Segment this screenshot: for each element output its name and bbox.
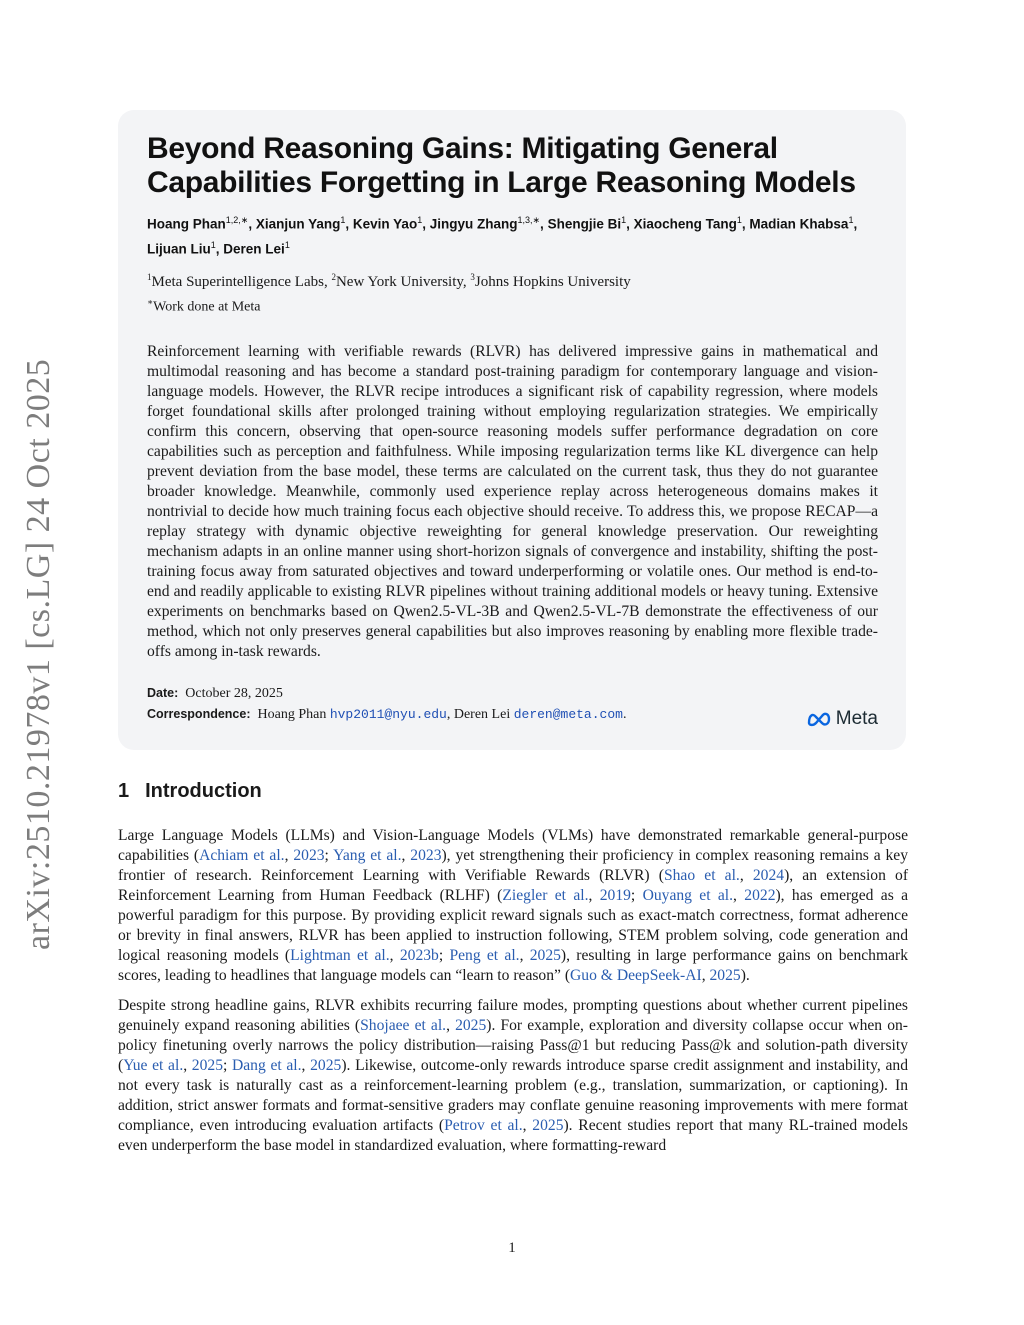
citation-link[interactable]: Dang et al. — [232, 1057, 302, 1074]
citation-link[interactable]: 2023 — [410, 847, 442, 864]
citation-link[interactable]: Peng et al. — [449, 947, 520, 964]
section-number: 1 — [118, 780, 130, 802]
affiliation-marker: 3 — [470, 272, 475, 282]
citation-link[interactable]: Achiam et al. — [199, 847, 285, 864]
paper-title — [147, 132, 878, 200]
citation-link[interactable]: Petrov et al. — [444, 1117, 523, 1134]
date-label: Date: — [147, 686, 179, 700]
author-name: Xianjun Yang — [255, 216, 341, 232]
correspondent-2-name: Deren Lei — [453, 707, 511, 722]
author-affiliation-marker: 1 — [417, 215, 423, 225]
author-name: Deren Lei — [223, 241, 285, 256]
author-name: Madian Khabsa — [749, 216, 849, 232]
affiliation-list: $^1$Meta Superintelligence Labs, $^2$New York University, $^3$Johns Hopkins University — [147, 272, 631, 290]
meta-infinity-icon — [806, 711, 832, 727]
date-line — [147, 683, 626, 704]
date-value: October 28, 2025 — [185, 686, 283, 701]
title-line-2: Capabilities Forgetting in Large Reasoning Models — [147, 166, 856, 199]
affiliation-name: New York University — [335, 274, 463, 290]
affiliation-name: Meta Superintelligence Labs — [151, 274, 324, 290]
intro-paragraph-1: Large Language Models (LLMs) and Vision-Language Models (VLMs) have demonstrated remarkable general-purpose capabilities (Achiam et al., 2023; Yang et al., 2023), yet strengthening their proficiency in complex reasoning remains a key frontier of research. Reinforcement Learning with Verifiable Rewards (RLVR) (Shao et al., 2024), an extension of Reinforcement Learning from Human Feedback (RLHF) (Ziegler et al., 2019; Ouyang et al., 2022), has emerged as a powerful paradigm for this purpose. By providing explicit reward signals such as exact-match correctness, format adherence or brevity in final answers, RLVR has been applied to instruction following, STEM problem solving, code generation and logical reasoning models (Lightman et al., 2023b; Peng et al., 2025), resulting in large performance gains on benchmark scores, leading to headlines that language models can “learn to reason” (Guo & DeepSeek-AI, 2025). — [118, 827, 909, 984]
citation-link[interactable]: 2025 — [455, 1017, 487, 1034]
correspondent-1-email[interactable]: hvp2011@nyu.edu — [329, 707, 447, 722]
citation-link[interactable]: 2025 — [529, 947, 561, 964]
section-heading — [118, 780, 908, 803]
citation-link[interactable]: Shao et al. — [663, 867, 740, 884]
citation-link[interactable]: 2025 — [532, 1117, 564, 1134]
author-affiliation-marker: 1 — [340, 215, 346, 225]
citation-link[interactable]: 2024 — [752, 867, 785, 884]
citation-link[interactable]: 2023b — [399, 947, 439, 964]
author-name: Lijuan Liu — [147, 241, 211, 256]
correspondent-1-name: Hoang Phan — [257, 707, 327, 722]
author-affiliation-marker: 1 — [621, 215, 627, 225]
citation-link[interactable]: 2022 — [744, 887, 776, 904]
citation-link[interactable]: 2019 — [599, 887, 631, 904]
author-note — [147, 292, 878, 318]
citation-link[interactable]: 2025 — [191, 1057, 223, 1074]
intro-paragraph-2: Despite strong headline gains, RLVR exhibits recurring failure modes, prompting questions about whether current pipelines genuinely expand reasoning abilities (Shojaee et al., 2025). For example, exploration and diversity collapse occur when on-policy finetuning overly narrows the policy distribution—raising Pass@1 but reducing Pass@k and solution-path diversity (Yue et al., 2025; Dang et al., 2025). Likewise, outcome-only rewards introduce sparse credit assignment and instability, and not every task is naturally cast as a reinforcement-learning problem (e.g., translation, summarization, or captioning). In addition, strict answer formats and format-sensitive graders may conflate genuine reasoning improvements with mere format compliance, even introducing evaluation artifacts (Petrov et al., 2025). Recent studies report that many RL-trained models even underperform the base model in standardized evaluation, where formatting-reward — [118, 997, 909, 1154]
correspondence-label: Correspondence: — [147, 707, 251, 721]
affiliation-name: Johns Hopkins University — [474, 274, 631, 290]
affiliation-marker: 2 — [331, 272, 336, 282]
author-name: Kevin Yao — [352, 216, 418, 232]
author-affiliation-marker: 1 — [848, 215, 854, 225]
author-affiliation-marker: 1,2,∗ — [225, 215, 249, 225]
citation-link[interactable]: Yue et al. — [123, 1057, 184, 1074]
paper-metadata — [147, 683, 626, 725]
author-name: Shengjie Bi — [547, 216, 622, 232]
meta-logo-text: Meta — [835, 708, 878, 729]
page-number: 1 — [508, 1240, 516, 1256]
citation-link[interactable]: Ouyang et al. — [642, 887, 734, 904]
note-marker: ∗ — [147, 297, 154, 307]
author-affiliation-marker: 1 — [736, 215, 742, 225]
note-text: Work done at Meta — [153, 299, 261, 315]
arxiv-identifier-stamp: arXiv:2510.21978v1 [cs.LG] 24 Oct 2025 — [20, 358, 57, 950]
citation-link[interactable]: Yang et al. — [333, 847, 402, 864]
author-name: Hoang Phan — [147, 216, 226, 232]
meta-logo — [806, 708, 878, 730]
introduction-section — [118, 780, 908, 1156]
affiliation-marker: 1 — [147, 272, 152, 282]
title-line-1: Beyond Reasoning Gains: Mitigating General — [147, 132, 778, 165]
author-affiliation-marker: 1 — [210, 239, 216, 250]
abstract: Reinforcement learning with verifiable rewards (RLVR) has delivered impressive gains in mathematical and multimodal reasoning and has become a standard post-training paradigm for contemporary language and vision-language models. However, the RLVR recipe introduces a significant risk of capability regression, where models forget foundational skills after prolonged training without employing regularization strategies. We empirically confirm this concern, observing that open-source reasoning models suffer performance degradation on core capabilities such as perception and faithfulness. While imposing regularization terms like KL divergence can help prevent deviation from the base model, these terms are calculated on the current task, thus they do not guarantee broader knowledge. Meanwhile, commonly used experience replay across heterogeneous domains makes it nontrivial to decide how much training focus each objective should receive. To address this, we propose RECAP—a replay strategy with dynamic objective reweighting for general knowledge preservation. Our reweighting mechanism adapts in an online manner using short-horizon signals of convergence and instability, shifting the post-training focus away from saturated objectives and toward underperforming or volatile ones. Our method is end-to-end and readily applicable to existing RLVR pipelines without training additional models or heavy tuning. Extensive experiments on benchmarks based on Qwen2.5-VL-3B and Qwen2.5-VL-7B demonstrate the effectiveness of our method, which not only preserves general capabilities but also improves reasoning by enabling more flexible trade-offs among in-task rewards. — [147, 342, 878, 660]
author-affiliation-marker: 1 — [284, 239, 290, 250]
author-affiliation-marker: 1,3,∗ — [517, 215, 541, 225]
citation-link[interactable]: 2023 — [293, 847, 325, 864]
author-list: Hoang Phan$^{1,2,∗}$, Xianjun Yang$^1$, Kevin Yao$^1$, Jingyu Zhang$^{1,3,∗}$, Shengjie Bi$^1$, Xiaocheng Tang$^1$, Madian Khabsa$^1$, Lijuan Liu$^1$, Deren Lei$^1$ — [147, 215, 858, 256]
citation-link[interactable]: Ziegler et al. — [502, 887, 589, 904]
correspondent-2-email[interactable]: deren@meta.com — [513, 707, 623, 722]
author-name: Jingyu Zhang — [429, 216, 518, 232]
citation-link[interactable]: Lightman et al. — [290, 947, 390, 964]
section-title: Introduction — [145, 780, 262, 802]
citation-link[interactable]: 2025 — [709, 967, 741, 984]
correspondence-line: Correspondence: Hoang Phan hvp2011@nyu.edu, Deren Lei deren@meta.com. — [147, 707, 627, 722]
citation-link[interactable]: 2025 — [310, 1057, 342, 1074]
author-name: Xiaocheng Tang — [633, 216, 737, 232]
citation-link[interactable]: Guo & DeepSeek-AI — [570, 967, 702, 984]
citation-link[interactable]: Shojaee et al. — [360, 1017, 447, 1034]
paper-header-box — [118, 110, 906, 750]
